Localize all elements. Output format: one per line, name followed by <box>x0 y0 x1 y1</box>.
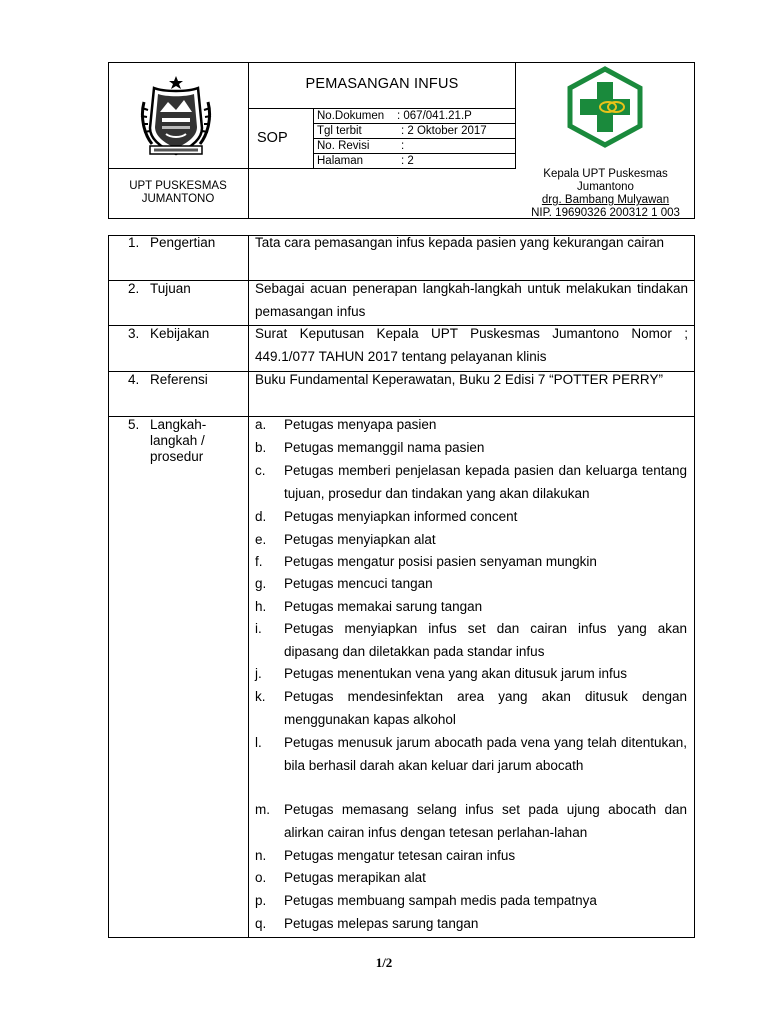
step-letter: h. <box>255 599 267 614</box>
procedure-name-line: langkah / <box>150 433 205 448</box>
step-text: Petugas menentukan vena yang akan ditusuk jarum infus <box>284 666 627 681</box>
head-place: Jumantono <box>577 181 634 193</box>
step-text: Petugas menyiapkan alat <box>284 532 436 547</box>
head-signature-block <box>516 168 695 220</box>
step-text: Petugas mengatur tetesan cairan infus <box>284 848 516 863</box>
section-number: 3. <box>128 326 140 341</box>
procedure-name-line: Langkah- <box>150 417 207 432</box>
header-border-top <box>108 62 695 63</box>
section-text-tujuan: Sebagai acuan penerapan langkah-langkah untuk melakukan tindakan pemasangan infus <box>255 281 688 319</box>
step-text: Petugas menyapa pasien <box>284 417 437 432</box>
step-letter: j. <box>255 666 262 681</box>
table-column-divider <box>248 235 249 938</box>
section-name-pengertian: Pengertian <box>150 235 216 250</box>
meta-label: Tgl terbit <box>317 125 362 137</box>
step-letter: k. <box>255 689 266 704</box>
table-border-right <box>694 235 695 938</box>
section-name-prosedur <box>150 417 206 465</box>
section-name-tujuan: Tujuan <box>150 281 191 296</box>
meta-label: No.Dokumen <box>317 110 385 122</box>
unit-line-1: UPT PUSKESMAS <box>129 180 227 192</box>
head-title: Kepala UPT Puskesmas <box>543 168 668 180</box>
step-text: Petugas mengatur posisi pasien senyaman mungkin <box>284 554 597 569</box>
meta-value: : <box>401 140 405 152</box>
section-text-pengertian: Tata cara pemasangan infus kepada pasien yang kekurangan cairan <box>255 235 665 250</box>
procedure-name-line: prosedur <box>150 449 204 464</box>
puskesmas-logo <box>564 66 646 148</box>
unit-name <box>108 180 248 206</box>
step-text: Petugas menyiapkan informed concent <box>284 509 518 524</box>
section-text-referensi: Buku Fundamental Keperawatan, Buku 2 Edisi 7 “POTTER PERRY” <box>255 372 663 387</box>
section-name-kebijakan: Kebijakan <box>150 326 210 341</box>
step-text: Petugas memasang selang infus set pada ujung abocath dan alirkan cairan infus dengan tetesan perlahan-lahan <box>284 802 687 840</box>
table-border-bottom <box>108 937 695 938</box>
head-nip: NIP. 19690326 200312 1 003 <box>531 207 680 219</box>
section-name-referensi: Referensi <box>150 372 208 387</box>
section-number: 5. <box>128 417 140 432</box>
step-letter: p. <box>255 893 267 908</box>
step-text: Petugas mendesinfektan area yang akan ditusuk dengan menggunakan kapas alkohol <box>284 689 687 727</box>
meta-value: : 2 Oktober 2017 <box>401 125 487 137</box>
document-title: PEMASANGAN INFUS <box>305 76 459 92</box>
step-letter: o. <box>255 870 267 885</box>
meta-label: Halaman <box>317 155 364 167</box>
step-letter: i. <box>255 621 262 636</box>
header-row-divider-left <box>108 168 248 169</box>
header-row-divider-mid <box>248 168 516 169</box>
step-text: Petugas mencuci tangan <box>284 576 433 591</box>
step-letter: g. <box>255 576 267 591</box>
step-text: Petugas merapikan alat <box>284 870 426 885</box>
step-letter: e. <box>255 532 267 547</box>
regional-crest-logo <box>136 72 216 160</box>
meta-value: : 067/041.21.P <box>397 110 472 122</box>
step-letter: n. <box>255 848 267 863</box>
step-text: Petugas memberi penjelasan kepada pasien dan keluarga tentang tujuan, prosedur dan tindakan yang akan dilakukan <box>284 463 687 501</box>
page-number: 1/2 <box>375 955 393 970</box>
step-letter: d. <box>255 509 267 524</box>
step-text: Petugas menyiapkan infus set dan cairan infus yang akan dipasang dan diletakkan pada standar infus <box>284 621 687 659</box>
step-text: Petugas menusuk jarum abocath pada vena yang telah ditentukan, bila berhasil darah akan keluar dari jarum abocath <box>284 735 687 773</box>
section-number: 1. <box>128 235 140 250</box>
document-header <box>108 62 695 219</box>
head-name: drg. Bambang Mulyawan <box>541 194 670 206</box>
step-text: Petugas memanggil nama pasien <box>284 440 485 455</box>
meta-label: No. Revisi <box>317 140 370 152</box>
table-border-left <box>108 235 109 938</box>
step-text: Petugas memakai sarung tangan <box>284 599 483 614</box>
unit-line-2: JUMANTONO <box>141 193 215 205</box>
meta-value: : 2 <box>401 155 414 167</box>
step-letter: b. <box>255 440 267 455</box>
step-letter: a. <box>255 417 267 432</box>
sop-table <box>108 235 695 938</box>
step-text: Petugas membuang sampah medis pada tempatnya <box>284 893 597 908</box>
section-text-kebijakan: Surat Keputusan Kepala UPT Puskesmas Jumantono Nomor ; 449.1/077 TAHUN 2017 tentang pelayanan klinis <box>255 326 688 364</box>
step-letter: m. <box>255 802 270 817</box>
section-number: 4. <box>128 372 140 387</box>
step-letter: f. <box>255 554 263 569</box>
section-number: 2. <box>128 281 140 296</box>
step-letter: q. <box>255 916 267 931</box>
step-text: Petugas melepas sarung tangan <box>284 916 479 931</box>
sop-label: SOP <box>257 130 288 146</box>
step-letter: l. <box>255 735 262 750</box>
step-letter: c. <box>255 463 266 478</box>
